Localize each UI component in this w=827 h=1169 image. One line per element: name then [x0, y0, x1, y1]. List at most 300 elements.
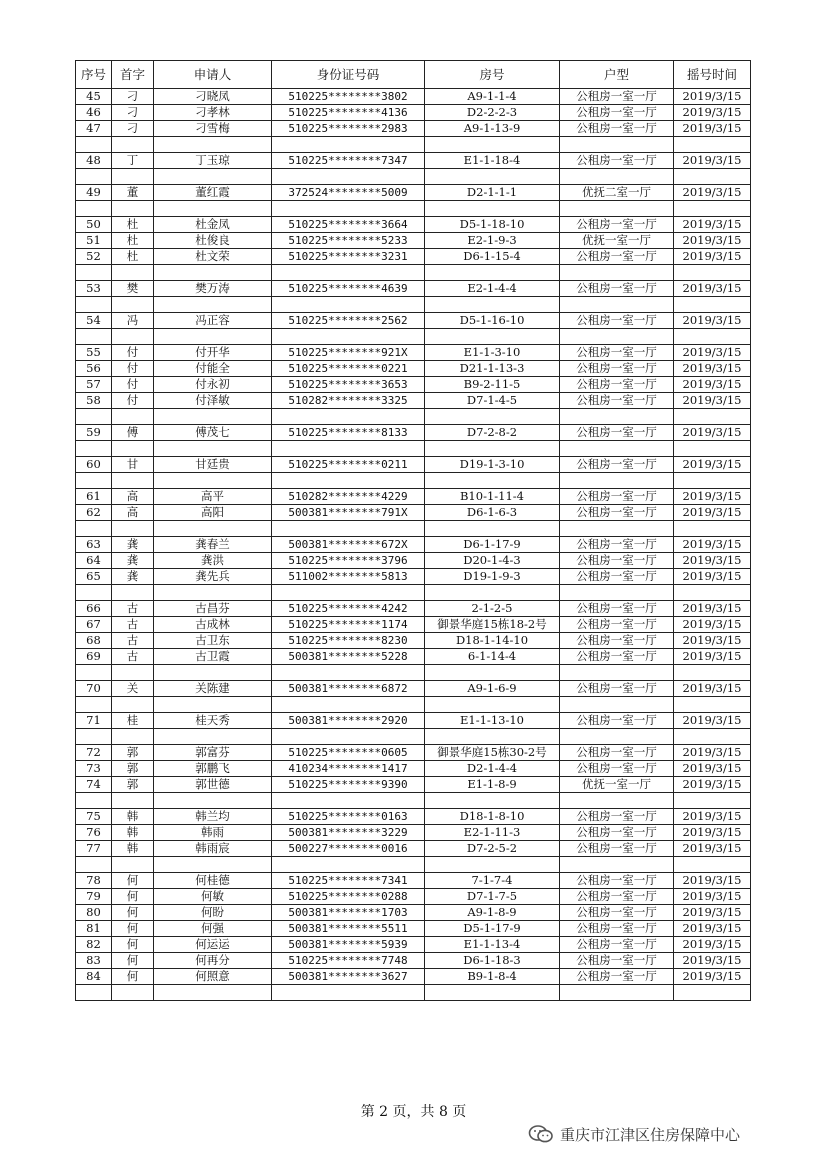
col-applicant-cell: 何再分	[154, 953, 272, 969]
empty-cell	[112, 665, 154, 681]
table-row	[76, 553, 751, 569]
col-applicant-cell: 龚春兰	[154, 537, 272, 553]
empty-cell	[112, 137, 154, 153]
table-row	[76, 505, 751, 521]
empty-cell	[272, 857, 425, 873]
col-room-cell: D5-1-18-10	[425, 217, 560, 233]
empty-cell	[154, 441, 272, 457]
empty-cell	[272, 265, 425, 281]
col-draw-date-cell: 2019/3/15	[674, 825, 751, 841]
col-draw-date-cell: 2019/3/15	[674, 889, 751, 905]
empty-cell	[560, 585, 674, 601]
col-room-cell: E2-1-11-3	[425, 825, 560, 841]
col-seq-cell: 71	[76, 713, 112, 729]
col-seq-cell: 72	[76, 745, 112, 761]
col-unit-type-cell: 公租房一室一厅	[560, 249, 674, 265]
col-seq-cell: 73	[76, 761, 112, 777]
col-applicant-cell: 付能全	[154, 361, 272, 377]
col-seq-cell: 61	[76, 489, 112, 505]
col-seq-cell: 77	[76, 841, 112, 857]
col-id-number-cell: 510225********1174	[272, 617, 425, 633]
table-row	[76, 713, 751, 729]
empty-cell	[560, 137, 674, 153]
col-draw-date-cell: 2019/3/15	[674, 905, 751, 921]
blank-separator-row	[76, 793, 751, 809]
col-id-number-cell: 510225********7341	[272, 873, 425, 889]
col-applicant-cell: 傅茂七	[154, 425, 272, 441]
empty-cell	[154, 169, 272, 185]
col-room-cell: 2-1-2-5	[425, 601, 560, 617]
col-draw-date-cell: 2019/3/15	[674, 841, 751, 857]
col-seq-cell: 67	[76, 617, 112, 633]
empty-cell	[425, 169, 560, 185]
table-row	[76, 809, 751, 825]
col-draw-date-cell: 2019/3/15	[674, 937, 751, 953]
col-seq-cell: 69	[76, 649, 112, 665]
empty-cell	[425, 521, 560, 537]
col-applicant-cell: 刁雪梅	[154, 121, 272, 137]
empty-cell	[112, 729, 154, 745]
col-unit-type-cell: 公租房一室一厅	[560, 425, 674, 441]
col-applicant-cell: 何桂德	[154, 873, 272, 889]
table-row	[76, 873, 751, 889]
col-applicant-cell: 刁孝林	[154, 105, 272, 121]
table-row	[76, 393, 751, 409]
empty-cell	[674, 985, 751, 1001]
col-id-number-cell: 372524********5009	[272, 185, 425, 201]
col-unit-type-cell: 公租房一室一厅	[560, 825, 674, 841]
col-draw-date-cell: 2019/3/15	[674, 233, 751, 249]
col-applicant-cell: 龚先兵	[154, 569, 272, 585]
col-applicant-cell: 韩兰均	[154, 809, 272, 825]
empty-cell	[112, 585, 154, 601]
empty-cell	[112, 297, 154, 313]
col-initial-cell: 古	[112, 633, 154, 649]
col-room-cell: D19-1-3-10	[425, 457, 560, 473]
col-room-cell: D7-1-7-5	[425, 889, 560, 905]
col-initial-cell: 高	[112, 489, 154, 505]
col-id-number-cell: 510225********4242	[272, 601, 425, 617]
blank-separator-row	[76, 137, 751, 153]
empty-cell	[425, 297, 560, 313]
col-unit-type-cell: 公租房一室一厅	[560, 537, 674, 553]
empty-cell	[272, 665, 425, 681]
empty-cell	[425, 473, 560, 489]
col-draw-date-cell: 2019/3/15	[674, 425, 751, 441]
empty-cell	[76, 169, 112, 185]
empty-cell	[154, 409, 272, 425]
col-id-number-cell: 510225********8133	[272, 425, 425, 441]
col-unit-type-cell: 公租房一室一厅	[560, 121, 674, 137]
col-unit-type-cell: 公租房一室一厅	[560, 505, 674, 521]
col-draw-date-cell: 2019/3/15	[674, 121, 751, 137]
table-row	[76, 601, 751, 617]
col-applicant-header: 申请人	[154, 61, 272, 89]
col-room-cell: D7-2-8-2	[425, 425, 560, 441]
col-applicant-cell: 古卫东	[154, 633, 272, 649]
col-draw-date-header: 摇号时间	[674, 61, 751, 89]
col-unit-type-cell: 公租房一室一厅	[560, 745, 674, 761]
table-row	[76, 89, 751, 105]
empty-cell	[425, 729, 560, 745]
col-initial-cell: 傅	[112, 425, 154, 441]
table-row	[76, 681, 751, 697]
table-row	[76, 377, 751, 393]
col-room-cell: B9-1-8-4	[425, 969, 560, 985]
col-unit-type-cell: 公租房一室一厅	[560, 569, 674, 585]
blank-separator-row	[76, 409, 751, 425]
empty-cell	[154, 329, 272, 345]
col-seq-cell: 78	[76, 873, 112, 889]
table-row	[76, 969, 751, 985]
empty-cell	[76, 201, 112, 217]
table-row	[76, 953, 751, 969]
wechat-official-account-icon	[528, 1124, 554, 1144]
col-id-number-cell: 500381********5228	[272, 649, 425, 665]
col-draw-date-cell: 2019/3/15	[674, 281, 751, 297]
col-draw-date-cell: 2019/3/15	[674, 393, 751, 409]
brand-watermark	[528, 1122, 740, 1146]
col-unit-type-cell: 公租房一室一厅	[560, 649, 674, 665]
blank-separator-row	[76, 201, 751, 217]
col-id-number-cell: 500381********5511	[272, 921, 425, 937]
table-row	[76, 649, 751, 665]
col-room-header: 房号	[425, 61, 560, 89]
col-room-cell: D6-1-6-3	[425, 505, 560, 521]
table-row	[76, 761, 751, 777]
col-room-cell: D2-1-4-4	[425, 761, 560, 777]
col-applicant-cell: 关陈建	[154, 681, 272, 697]
empty-cell	[560, 201, 674, 217]
empty-cell	[674, 201, 751, 217]
col-unit-type-cell: 公租房一室一厅	[560, 713, 674, 729]
col-initial-cell: 郭	[112, 745, 154, 761]
empty-cell	[560, 329, 674, 345]
blank-separator-row	[76, 473, 751, 489]
empty-cell	[112, 409, 154, 425]
empty-cell	[76, 857, 112, 873]
empty-cell	[560, 441, 674, 457]
col-seq-cell: 53	[76, 281, 112, 297]
empty-cell	[674, 265, 751, 281]
empty-cell	[560, 729, 674, 745]
blank-separator-row	[76, 729, 751, 745]
col-id-number-cell: 500381********3627	[272, 969, 425, 985]
col-room-cell: A9-1-6-9	[425, 681, 560, 697]
col-initial-cell: 付	[112, 361, 154, 377]
col-seq-cell: 46	[76, 105, 112, 121]
col-seq-cell: 70	[76, 681, 112, 697]
empty-cell	[76, 265, 112, 281]
table-header-row	[76, 61, 751, 89]
table-row	[76, 361, 751, 377]
empty-cell	[154, 985, 272, 1001]
col-draw-date-cell: 2019/3/15	[674, 537, 751, 553]
col-seq-cell: 75	[76, 809, 112, 825]
col-room-cell: D21-1-13-3	[425, 361, 560, 377]
col-applicant-cell: 杜俊良	[154, 233, 272, 249]
empty-cell	[154, 297, 272, 313]
col-draw-date-cell: 2019/3/15	[674, 105, 751, 121]
col-seq-header: 序号	[76, 61, 112, 89]
empty-cell	[560, 793, 674, 809]
col-room-cell: B10-1-11-4	[425, 489, 560, 505]
empty-cell	[272, 473, 425, 489]
col-initial-cell: 韩	[112, 825, 154, 841]
blank-separator-row	[76, 697, 751, 713]
col-id-number-cell: 510225********9390	[272, 777, 425, 793]
col-applicant-cell: 韩雨宸	[154, 841, 272, 857]
col-applicant-cell: 高阳	[154, 505, 272, 521]
blank-separator-row	[76, 329, 751, 345]
col-unit-type-cell: 优抚一室一厅	[560, 777, 674, 793]
empty-cell	[112, 473, 154, 489]
col-draw-date-cell: 2019/3/15	[674, 345, 751, 361]
col-room-cell: D20-1-4-3	[425, 553, 560, 569]
empty-cell	[425, 665, 560, 681]
empty-cell	[76, 297, 112, 313]
col-draw-date-cell: 2019/3/15	[674, 809, 751, 825]
brand-name: 重庆市江津区住房保障中心	[560, 1125, 741, 1144]
col-initial-cell: 冯	[112, 313, 154, 329]
table-row	[76, 617, 751, 633]
col-initial-cell: 刁	[112, 121, 154, 137]
col-initial-cell: 甘	[112, 457, 154, 473]
col-applicant-cell: 甘廷贵	[154, 457, 272, 473]
table-row	[76, 569, 751, 585]
table-row	[76, 217, 751, 233]
col-id-number-cell: 511002********5813	[272, 569, 425, 585]
blank-separator-row	[76, 665, 751, 681]
col-id-number-cell: 510225********4639	[272, 281, 425, 297]
empty-cell	[154, 473, 272, 489]
col-initial-cell: 何	[112, 905, 154, 921]
table-row	[76, 425, 751, 441]
col-draw-date-cell: 2019/3/15	[674, 649, 751, 665]
col-seq-cell: 81	[76, 921, 112, 937]
col-id-number-cell: 510225********8230	[272, 633, 425, 649]
empty-cell	[76, 137, 112, 153]
col-initial-header: 首字	[112, 61, 154, 89]
col-unit-type-cell: 公租房一室一厅	[560, 937, 674, 953]
table-row	[76, 249, 751, 265]
col-initial-cell: 郭	[112, 777, 154, 793]
col-unit-type-cell: 公租房一室一厅	[560, 921, 674, 937]
empty-cell	[425, 793, 560, 809]
col-room-cell: D19-1-9-3	[425, 569, 560, 585]
table-row	[76, 233, 751, 249]
table-row	[76, 121, 751, 137]
col-id-number-cell: 510225********3664	[272, 217, 425, 233]
empty-cell	[154, 665, 272, 681]
col-draw-date-cell: 2019/3/15	[674, 505, 751, 521]
empty-cell	[425, 137, 560, 153]
empty-cell	[560, 697, 674, 713]
col-room-cell: 御景华庭15栋18-2号	[425, 617, 560, 633]
blank-separator-row	[76, 521, 751, 537]
col-draw-date-cell: 2019/3/15	[674, 617, 751, 633]
col-id-number-cell: 500381********672X	[272, 537, 425, 553]
empty-cell	[272, 409, 425, 425]
empty-cell	[425, 697, 560, 713]
col-seq-cell: 58	[76, 393, 112, 409]
col-id-number-cell: 510225********2983	[272, 121, 425, 137]
empty-cell	[272, 169, 425, 185]
col-id-number-cell: 500381********1703	[272, 905, 425, 921]
col-seq-cell: 83	[76, 953, 112, 969]
empty-cell	[674, 521, 751, 537]
empty-cell	[272, 585, 425, 601]
col-draw-date-cell: 2019/3/15	[674, 553, 751, 569]
col-seq-cell: 66	[76, 601, 112, 617]
col-initial-cell: 杜	[112, 249, 154, 265]
empty-cell	[112, 697, 154, 713]
empty-cell	[272, 793, 425, 809]
col-unit-type-cell: 公租房一室一厅	[560, 761, 674, 777]
col-applicant-cell: 付永初	[154, 377, 272, 393]
col-applicant-cell: 杜文荣	[154, 249, 272, 265]
col-id-number-cell: 500381********3229	[272, 825, 425, 841]
empty-cell	[560, 521, 674, 537]
col-applicant-cell: 何强	[154, 921, 272, 937]
col-room-cell: 御景华庭15栋30-2号	[425, 745, 560, 761]
col-initial-cell: 关	[112, 681, 154, 697]
col-room-cell: E1-1-3-10	[425, 345, 560, 361]
empty-cell	[154, 585, 272, 601]
col-room-cell: D18-1-14-10	[425, 633, 560, 649]
empty-cell	[76, 665, 112, 681]
empty-cell	[272, 521, 425, 537]
col-seq-cell: 48	[76, 153, 112, 169]
empty-cell	[674, 729, 751, 745]
col-id-number-cell: 510225********0288	[272, 889, 425, 905]
empty-cell	[674, 169, 751, 185]
table-row	[76, 537, 751, 553]
col-applicant-cell: 樊万涛	[154, 281, 272, 297]
empty-cell	[272, 297, 425, 313]
col-seq-cell: 54	[76, 313, 112, 329]
col-applicant-cell: 高平	[154, 489, 272, 505]
col-room-cell: E1-1-13-10	[425, 713, 560, 729]
col-initial-cell: 何	[112, 921, 154, 937]
col-room-cell: D7-2-5-2	[425, 841, 560, 857]
table-row	[76, 937, 751, 953]
col-id-number-cell: 510225********7347	[272, 153, 425, 169]
col-unit-type-cell: 公租房一室一厅	[560, 873, 674, 889]
col-id-number-cell: 510225********4136	[272, 105, 425, 121]
col-applicant-cell: 韩雨	[154, 825, 272, 841]
empty-cell	[76, 521, 112, 537]
empty-cell	[425, 265, 560, 281]
empty-cell	[112, 985, 154, 1001]
col-seq-cell: 74	[76, 777, 112, 793]
col-room-cell: B9-2-11-5	[425, 377, 560, 393]
col-draw-date-cell: 2019/3/15	[674, 569, 751, 585]
col-draw-date-cell: 2019/3/15	[674, 489, 751, 505]
empty-cell	[272, 985, 425, 1001]
col-applicant-cell: 何敏	[154, 889, 272, 905]
col-applicant-cell: 古成林	[154, 617, 272, 633]
col-draw-date-cell: 2019/3/15	[674, 377, 751, 393]
col-room-cell: D2-1-1-1	[425, 185, 560, 201]
col-applicant-cell: 付开华	[154, 345, 272, 361]
col-initial-cell: 古	[112, 649, 154, 665]
col-unit-type-cell: 公租房一室一厅	[560, 217, 674, 233]
allocation-table	[75, 60, 751, 1001]
blank-separator-row	[76, 985, 751, 1001]
col-applicant-cell: 古卫霞	[154, 649, 272, 665]
col-unit-type-cell: 公租房一室一厅	[560, 905, 674, 921]
col-id-number-cell: 510225********5233	[272, 233, 425, 249]
col-id-number-cell: 410234********1417	[272, 761, 425, 777]
col-id-number-cell: 510225********921X	[272, 345, 425, 361]
empty-cell	[425, 441, 560, 457]
col-unit-type-cell: 公租房一室一厅	[560, 281, 674, 297]
table-row	[76, 825, 751, 841]
col-id-number-header: 身份证号码	[272, 61, 425, 89]
col-seq-cell: 45	[76, 89, 112, 105]
col-applicant-cell: 桂天秀	[154, 713, 272, 729]
col-initial-cell: 何	[112, 969, 154, 985]
col-draw-date-cell: 2019/3/15	[674, 313, 751, 329]
col-seq-cell: 84	[76, 969, 112, 985]
col-unit-type-cell: 公租房一室一厅	[560, 617, 674, 633]
empty-cell	[674, 441, 751, 457]
empty-cell	[674, 409, 751, 425]
col-id-number-cell: 500381********2920	[272, 713, 425, 729]
col-room-cell: A9-1-13-9	[425, 121, 560, 137]
col-initial-cell: 何	[112, 889, 154, 905]
col-room-cell: A9-1-8-9	[425, 905, 560, 921]
empty-cell	[560, 297, 674, 313]
empty-cell	[76, 585, 112, 601]
empty-cell	[272, 697, 425, 713]
col-draw-date-cell: 2019/3/15	[674, 777, 751, 793]
empty-cell	[560, 409, 674, 425]
col-initial-cell: 龚	[112, 553, 154, 569]
table-row	[76, 457, 751, 473]
col-unit-type-cell: 公租房一室一厅	[560, 105, 674, 121]
col-draw-date-cell: 2019/3/15	[674, 185, 751, 201]
col-room-cell: E1-1-18-4	[425, 153, 560, 169]
col-room-cell: E1-1-8-9	[425, 777, 560, 793]
col-room-cell: D6-1-18-3	[425, 953, 560, 969]
empty-cell	[112, 857, 154, 873]
table-row	[76, 489, 751, 505]
col-room-cell: 7-1-7-4	[425, 873, 560, 889]
col-seq-cell: 59	[76, 425, 112, 441]
col-draw-date-cell: 2019/3/15	[674, 745, 751, 761]
col-applicant-cell: 付泽敏	[154, 393, 272, 409]
col-seq-cell: 56	[76, 361, 112, 377]
col-applicant-cell: 古昌芬	[154, 601, 272, 617]
col-initial-cell: 付	[112, 377, 154, 393]
empty-cell	[272, 137, 425, 153]
col-unit-type-cell: 公租房一室一厅	[560, 841, 674, 857]
empty-cell	[154, 137, 272, 153]
col-id-number-cell: 510282********3325	[272, 393, 425, 409]
col-seq-cell: 82	[76, 937, 112, 953]
empty-cell	[112, 169, 154, 185]
col-applicant-cell: 董红霞	[154, 185, 272, 201]
col-room-cell: D5-1-17-9	[425, 921, 560, 937]
col-draw-date-cell: 2019/3/15	[674, 217, 751, 233]
col-unit-type-cell: 公租房一室一厅	[560, 361, 674, 377]
table-row	[76, 313, 751, 329]
col-id-number-cell: 500381********5939	[272, 937, 425, 953]
col-seq-cell: 52	[76, 249, 112, 265]
col-unit-type-cell: 公租房一室一厅	[560, 809, 674, 825]
